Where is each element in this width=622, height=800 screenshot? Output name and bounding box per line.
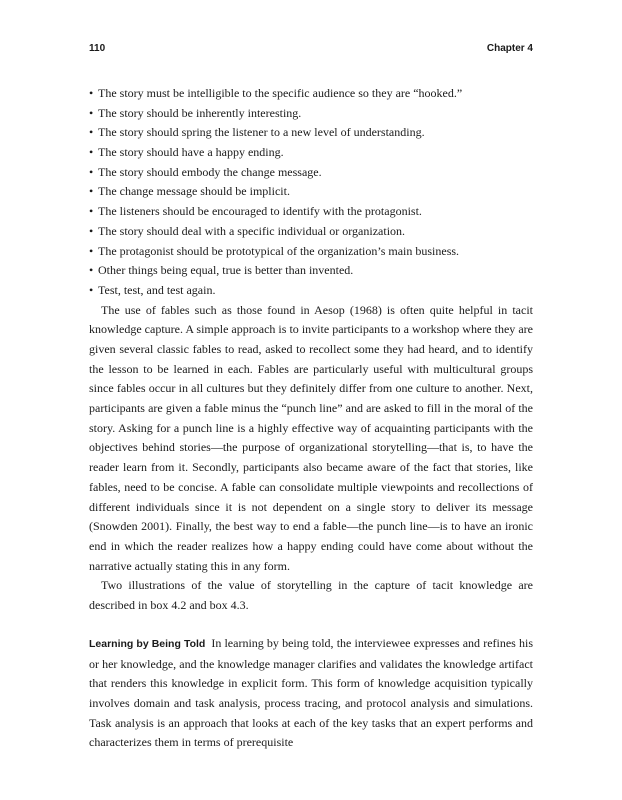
body-text <box>89 84 533 753</box>
list-item: • The change message should be implicit. <box>89 182 533 202</box>
chapter-label: Chapter 4 <box>486 43 533 54</box>
list-item: • Test, test, and test again. <box>89 281 533 301</box>
list-item: • The story should deal with a specific individual or organization. <box>89 222 533 242</box>
learning-by-being-told-section <box>89 634 533 753</box>
section-heading: Learning by Being Told <box>89 637 206 650</box>
list-item: • The story must be intelligible to the specific audience so they are “hooked.” <box>89 84 533 104</box>
list-item: • The story should be inherently interesting. <box>89 104 533 124</box>
list-item: • The story should spring the listener to a new level of understanding. <box>89 123 533 143</box>
page-number: 110 <box>89 43 106 54</box>
list-item: • The protagonist should be prototypical of the organization’s main business. <box>89 242 533 262</box>
list-item: • The story should have a happy ending. <box>89 143 533 163</box>
section-text: In learning by being told, the interviewee expresses and refines his or her knowledge, and the knowledge manager clarifies and validates the knowledge artifact that renders this knowledge in explicit form. This form of knowledge acquisition typically involves domain and task analysis, process tracing, and protocol analysis and simulations. Task analysis is an approach that looks at each of the key tasks that an expert performs and characterizes them in terms of prerequisite <box>89 635 534 750</box>
list-item: • The listeners should be encouraged to identify with the protagonist. <box>89 202 533 222</box>
fables-paragraph: The use of fables such as those found in Aesop (1968) is often quite helpful in tacit knowledge capture. A simple approach is to invite participants to a workshop where they are given several classic fables to read, asked to recollect some they had heard, and to identify the lesson to be learned in each. Fables are particularly useful with multicultural groups since fables occur in all cultures but they definitely differ from one culture to another. Next, participants are given a fable minus the “punch line” and are asked to fill in the moral of the story. Asking for a punch line is a highly effective way of acquainting participants with the objectives behind stories—the purpose of organizational storytelling—that is, to have the reader learn from it. Secondly, participants also became aware of the fact that stories, like fables, need to be concise. A fable can consolidate multiple viewpoints and recollections of different individuals since it is not dependent on a single story to deliver its message (Snowden 2001). Finally, the best way to end a fable—the punch line—is to have an ironic end in which the reader realizes how a happy ending could have come about without the narrative actually stating this in any form. <box>89 302 533 573</box>
list-item: • The story should embody the change message. <box>89 163 533 183</box>
list-item: • Other things being equal, true is better than invented. <box>89 261 533 281</box>
illustrations-paragraph: Two illustrations of the value of storytelling in the capture of tacit knowledge are described in box 4.2 and box 4.3. <box>89 578 533 613</box>
story-guidelines-list <box>89 84 533 301</box>
